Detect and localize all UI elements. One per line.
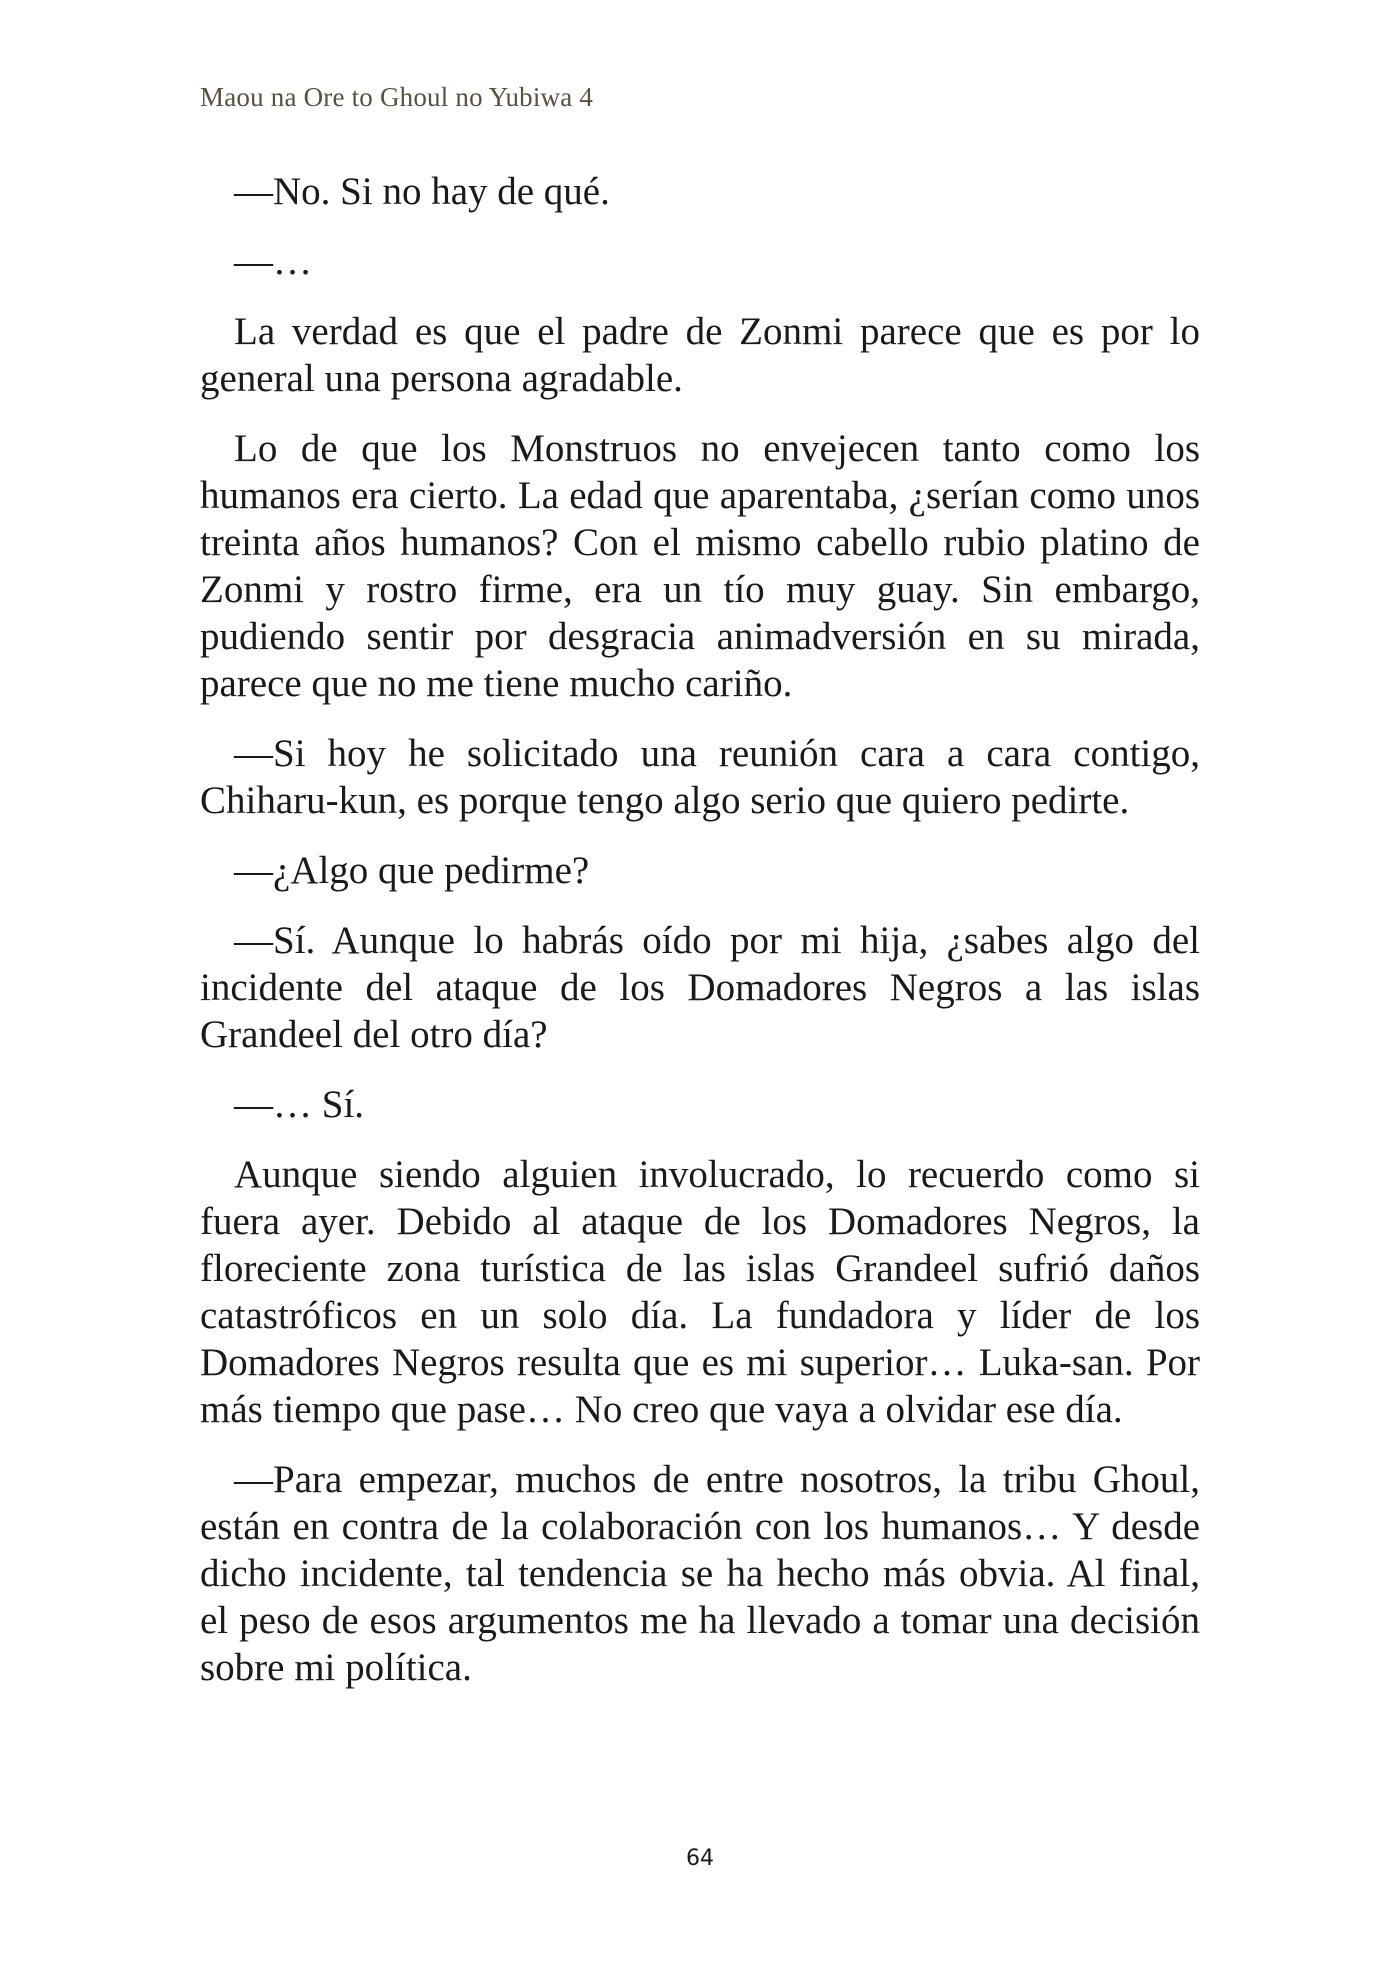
dialogue-paragraph: —… (234, 240, 312, 283)
running-header: Maou na Ore to Ghoul no Yubiwa 4 (200, 82, 594, 112)
narrative-paragraph: Lo de que los Monstruos no envejecen tanto como los humanos era cierto. La edad que aparentaba, ¿serían como unos treinta años humanos? Con el mismo cabello rubio platino de Zonmi y rostro firme, era un tío muy guay. Sin embargo, pudiendo sentir por desgracia animadversión en su mirada, parece que no me tiene mucho cariño. (200, 427, 1200, 705)
body-text (200, 168, 1200, 1714)
page-number: 64 (686, 1846, 714, 1871)
dialogue-paragraph: —¿Algo que pedirme? (234, 849, 590, 892)
dialogue-paragraph: —Si hoy he solicitado una reunión cara a cara contigo, Chiharu-kun, es porque tengo algo serio que quiero pedirte. (200, 732, 1200, 822)
dialogue-paragraph: —Para empezar, muchos de entre nosotros, la tribu Ghoul, están en contra de la colaboración con los humanos… Y desde dicho incidente, tal tendencia se ha hecho más obvia. Al final, el peso de esos argumentos me ha llevado a tomar una decisión sobre mi política. (200, 1458, 1200, 1689)
dialogue-paragraph: —Sí. Aunque lo habrás oído por mi hija, ¿sabes algo del incidente del ataque de los Domadores Negros a las islas Grandeel del otro día? (200, 919, 1200, 1056)
narrative-paragraph: Aunque siendo alguien involucrado, lo recuerdo como si fuera ayer. Debido al ataque de los Domadores Negros, la floreciente zona turística de las islas Grandeel sufrió daños catastróficos en un solo día. La fundadora y líder de los Domadores Negros resulta que es mi superior… Luka-san. Por más tiempo que pase… No creo que vaya a olvidar ese día. (200, 1153, 1200, 1431)
narrative-paragraph: La verdad es que el padre de Zonmi parece que es por lo general una persona agradable. (200, 310, 1200, 400)
dialogue-paragraph: —No. Si no hay de qué. (234, 170, 610, 213)
dialogue-paragraph: —… Sí. (234, 1083, 365, 1126)
